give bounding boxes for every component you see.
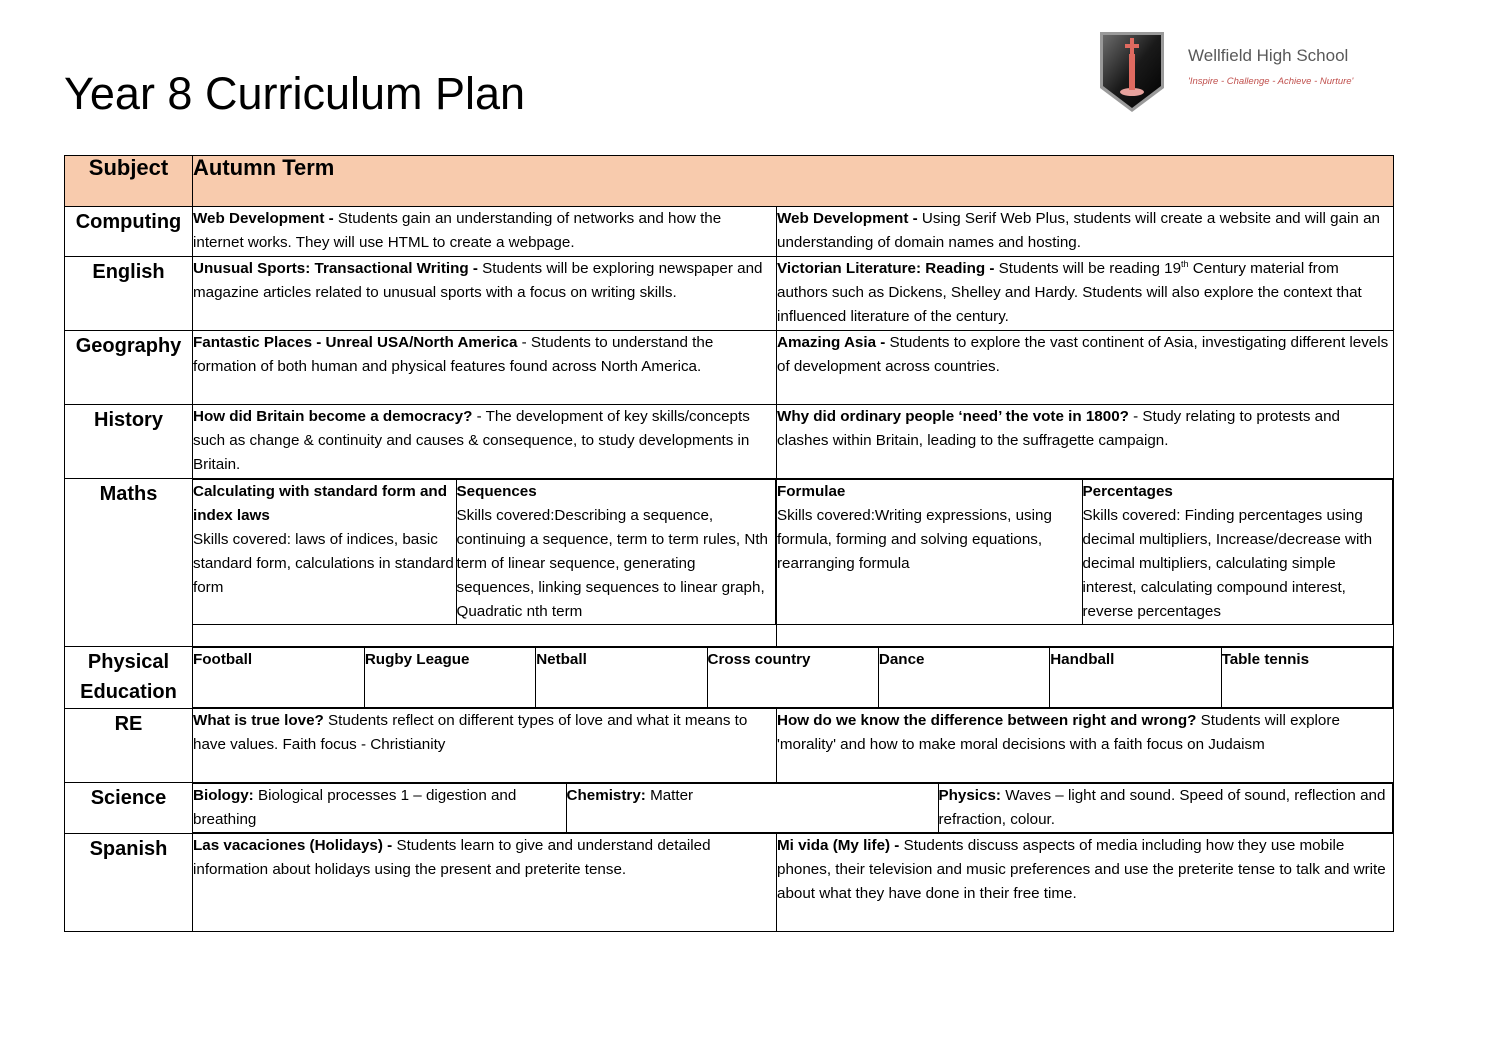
unit-description: Students to explore the vast continent of Asia, investigating different levels of development across countries. xyxy=(777,334,1389,375)
unit-description: Students reflect on different types of love and what it means to have values. Faith focus - Christianity xyxy=(193,712,748,753)
history-unit-1 xyxy=(193,405,777,479)
maths-first-half xyxy=(193,479,777,647)
unit-title: What is true love? xyxy=(193,712,329,729)
unit-description: Century material from authors such as Dickens, Shelley and Hardy. Students will also explore the context that influenced literature of the century. xyxy=(777,260,1362,325)
table-row xyxy=(65,834,1394,932)
unit-title: Calculating with standard form and index laws xyxy=(193,483,447,524)
unit-description: Students gain an understanding of networks and how the internet works. They will use HTML to create a webpage. xyxy=(193,210,722,251)
subject-history: History xyxy=(65,405,193,479)
maths-second-half xyxy=(777,479,1394,647)
unit-title: Web Development - xyxy=(193,210,338,227)
unit-description: - Study relating to protests and clashes within Britain, leading to the suffragette campaign. xyxy=(777,408,1340,449)
pe-unit: Cross country xyxy=(707,648,878,708)
computing-unit-2 xyxy=(777,207,1394,257)
history-unit-2 xyxy=(777,405,1394,479)
geography-unit-1 xyxy=(193,331,777,405)
unit-description: Students discuss aspects of media including how they use mobile phones, their television and music preferences and use the preterite tense to talk and write about what they have done in their free time. xyxy=(777,837,1386,902)
re-unit-1 xyxy=(193,709,777,783)
unit-description: Skills covered:Describing a sequence, continuing a sequence, term to term rules, Nth term of linear sequence, generating sequences, linking sequences to linear graph, Quadratic nth term xyxy=(456,507,768,620)
maths-unit-4 xyxy=(1082,480,1393,625)
subject-science: Science xyxy=(65,783,193,834)
unit-title: Biology: xyxy=(193,787,258,804)
pe-unit: Netball xyxy=(536,648,707,708)
pe-unit: Handball xyxy=(1050,648,1221,708)
subject-english: English xyxy=(65,257,193,331)
re-unit-2 xyxy=(777,709,1394,783)
subject-re: RE xyxy=(65,709,193,783)
table-row xyxy=(65,207,1394,257)
table-header-row xyxy=(65,156,1394,207)
pe-units xyxy=(193,647,1394,709)
english-unit-1 xyxy=(193,257,777,331)
science-units xyxy=(193,783,1394,834)
pe-unit: Table tennis xyxy=(1221,648,1392,708)
unit-description: Students learn to give and understand detailed information about holidays using the present and preterite tense. xyxy=(193,837,711,878)
computing-unit-1 xyxy=(193,207,777,257)
science-unit-physics xyxy=(938,784,1393,833)
unit-title: Why did ordinary people ‘need’ the vote in 1800? xyxy=(777,408,1134,425)
term-column-header: Autumn Term xyxy=(193,156,1394,207)
table-row xyxy=(65,331,1394,405)
unit-title: Sequences xyxy=(456,483,537,500)
page-title: Year 8 Curriculum Plan xyxy=(64,68,526,119)
unit-title: Victorian Literature: Reading - xyxy=(777,260,999,277)
subject-spanish: Spanish xyxy=(65,834,193,932)
unit-title: Fantastic Places - Unreal USA/North America xyxy=(193,334,518,351)
unit-title: How did Britain become a democracy? xyxy=(193,408,477,425)
unit-description: Students will be reading 19 xyxy=(998,260,1182,277)
table-row xyxy=(65,479,1394,647)
table-row xyxy=(65,405,1394,479)
curriculum-table xyxy=(64,155,1394,932)
unit-description: - The development of key skills/concepts such as change & continuity and causes & consequence, to study developments in Britain. xyxy=(193,408,750,473)
table-row xyxy=(65,647,1394,709)
unit-description: Matter xyxy=(650,787,694,804)
spanish-unit-1 xyxy=(193,834,777,932)
science-unit-biology xyxy=(193,784,566,833)
unit-title: Mi vida (My life) - xyxy=(777,837,904,854)
subject-computing: Computing xyxy=(65,207,193,257)
school-name: Wellfield High School xyxy=(1188,46,1349,65)
unit-title: How do we know the difference between right and wrong? xyxy=(777,712,1201,729)
geography-unit-2 xyxy=(777,331,1394,405)
maths-unit-1 xyxy=(193,480,456,625)
unit-title: Chemistry: xyxy=(566,787,651,804)
unit-title: Web Development - xyxy=(777,210,922,227)
unit-description: Skills covered: Finding percentages using decimal multipliers, Increase/decrease with decimal multipliers, calculating simple interest, calculating compound interest, reverse percentages xyxy=(1082,507,1373,620)
unit-title: Formulae xyxy=(777,483,846,500)
unit-description: Waves – light and sound. Speed of sound, reflection and refraction, colour. xyxy=(938,787,1386,828)
pe-unit: Rugby League xyxy=(364,648,535,708)
superscript: th xyxy=(1181,258,1189,269)
table-row xyxy=(65,709,1394,783)
english-unit-2 xyxy=(777,257,1394,331)
unit-title: Physics: xyxy=(938,787,1006,804)
science-unit-chemistry xyxy=(566,784,938,833)
unit-description: Skills covered:Writing expressions, using formula, forming and solving equations, rearranging formula xyxy=(777,507,1052,572)
unit-description: Using Serif Web Plus, students will create a website and will gain an understanding of domain names and hosting. xyxy=(777,210,1380,251)
unit-title: Unusual Sports: Transactional Writing - xyxy=(193,260,483,277)
pe-unit: Dance xyxy=(878,648,1049,708)
school-crest-logo xyxy=(1098,30,1166,114)
unit-title: Amazing Asia - xyxy=(777,334,890,351)
unit-description: Skills covered: laws of indices, basic standard form, calculations in standard form xyxy=(193,531,454,596)
unit-description: Students will be exploring newspaper and magazine articles related to unusual sports with a focus on writing skills. xyxy=(193,260,763,301)
unit-description: - Students to understand the formation of both human and physical features found across North America. xyxy=(193,334,714,375)
maths-unit-3 xyxy=(777,480,1082,625)
maths-unit-2 xyxy=(456,480,776,625)
school-motto: 'Inspire - Challenge - Achieve - Nurture' xyxy=(1188,76,1354,87)
subject-physical-education: Physical Education xyxy=(65,647,193,709)
subject-geography: Geography xyxy=(65,331,193,405)
subject-column-header: Subject xyxy=(65,156,193,207)
table-row xyxy=(65,783,1394,834)
unit-title: Las vacaciones (Holidays) - xyxy=(193,837,397,854)
spanish-unit-2 xyxy=(777,834,1394,932)
unit-description: Biological processes 1 – digestion and breathing xyxy=(193,787,517,828)
subject-maths: Maths xyxy=(65,479,193,647)
unit-description: Students will explore 'morality' and how to make moral decisions with a faith focus on Judaism xyxy=(777,712,1340,753)
pe-unit: Football xyxy=(193,648,364,708)
unit-title: Percentages xyxy=(1082,483,1173,500)
table-row xyxy=(65,257,1394,331)
